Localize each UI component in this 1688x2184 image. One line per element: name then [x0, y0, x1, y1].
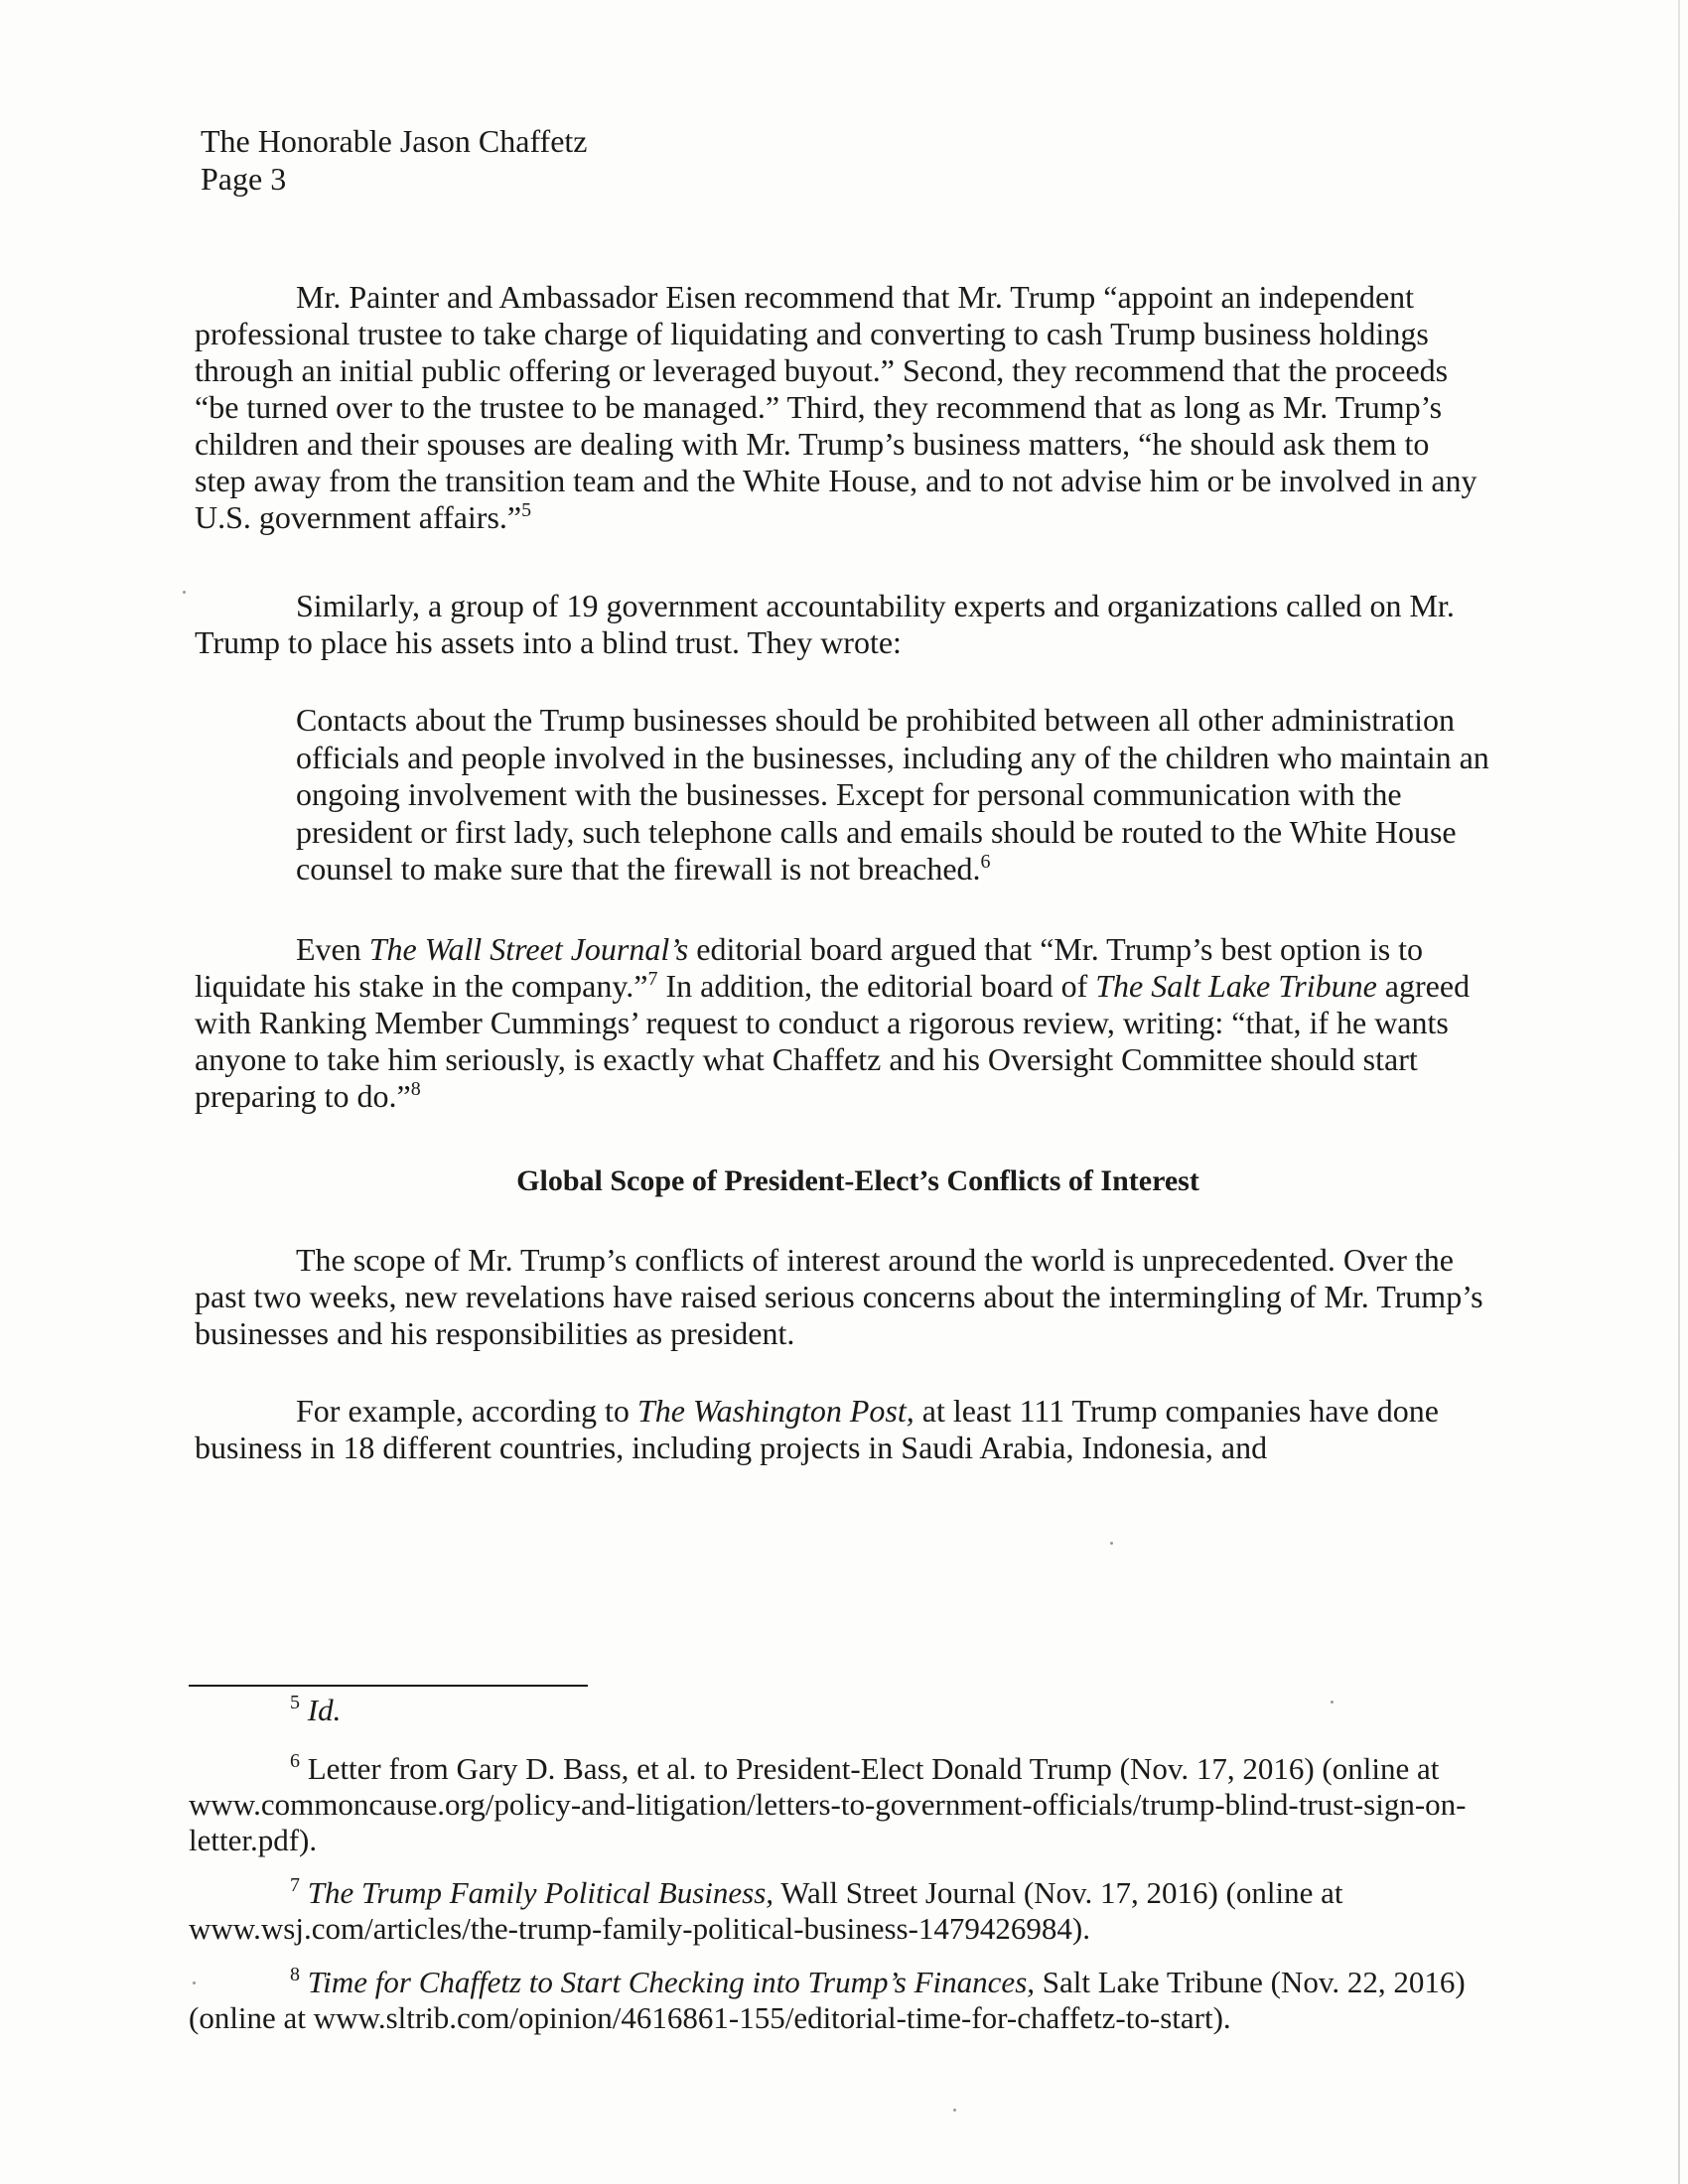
footnote-7-number: 7	[290, 1874, 300, 1896]
paragraph-4-text: The scope of Mr. Trump’s conflicts of interest around the world is unprecedented. Over the past two weeks, new revelations have raised serious concerns about the intermingling of Mr. Trump’s businesses and his responsibilities as president.	[195, 1242, 1483, 1351]
paragraph-5-text-b: at least 111 Trump companies have done business in 18 different countries, including projects in Saudi Arabia, Indonesia, and	[195, 1393, 1439, 1465]
paragraph-3-text-a: Even	[296, 931, 369, 967]
wapo-title: The Washington Post,	[636, 1393, 914, 1429]
footnote-7-title: The Trump Family Political Business,	[307, 1875, 774, 1910]
paragraph-1-text: Mr. Painter and Ambassador Eisen recommend that Mr. Trump “appoint an independent professional trustee to take charge of liquidating and converting to cash Trump business holdings through an initial public offering or leveraged buyout.” Second, they recommend that the proceeds “be turned over to the trustee to be managed.” Third, they recommend that as long as Mr. Trump’s children and their spouses are dealing with Mr. Trump’s business matters, “he should ask them to step away from the transition team and the White House, and to not advise him or be involved in any U.S. government affairs.”	[195, 279, 1477, 535]
block-quote-text: Contacts about the Trump businesses should be prohibited between all other administration officials and people involved in the businesses, including any of the children who maintain an ongoing involvement with the businesses. Except for personal communication with the president or first lady, such telephone calls and emails should be routed to the White House counsel to make sure that the firewall is not breached.	[296, 702, 1489, 887]
paragraph-2-text: Similarly, a group of 19 government accountability experts and organizations called on Mr. Trump to place his assets into a blind trust. They wrote:	[195, 588, 1455, 660]
footnote-8-text: Salt Lake Tribune (Nov. 22, 2016) (online at www.sltrib.com/opinion/4616861-155/editorial-time-for-chaffetz-to-start).	[189, 1965, 1466, 2035]
wsj-title: The Wall Street Journal’s	[368, 931, 689, 967]
slt-title: The Salt Lake Tribune	[1095, 968, 1377, 1004]
recipient-line: The Honorable Jason Chaffetz	[201, 123, 588, 159]
footnote-5-number: 5	[290, 1692, 300, 1713]
footnote-8	[189, 1965, 1489, 2036]
footnote-6	[189, 1751, 1489, 1858]
footnote-8-number: 8	[290, 1964, 300, 1985]
footnote-7	[189, 1875, 1489, 1947]
footnote-7-text: Wall Street Journal (Nov. 17, 2016) (online at www.wsj.com/articles/the-trump-family-political-business-1479426984).	[189, 1875, 1343, 1946]
scan-speck	[183, 591, 186, 594]
paragraph-5-text-a: For example, according to	[296, 1393, 637, 1429]
block-quote	[296, 702, 1492, 888]
paragraph-3-text-c: In addition, the editorial board of	[657, 968, 1096, 1004]
footnote-ref-6: 6	[980, 851, 991, 873]
footnote-separator	[189, 1685, 588, 1687]
footnote-ref-8: 8	[410, 1078, 421, 1100]
section-heading	[0, 1162, 1688, 1199]
scan-speck	[1110, 1542, 1113, 1545]
paragraph-4	[195, 1242, 1485, 1352]
section-heading-text: Global Scope of President-Elect’s Conflicts of Interest	[516, 1164, 1199, 1197]
footnote-5	[189, 1693, 1489, 1728]
paragraph-2	[195, 588, 1485, 661]
footnote-6-number: 6	[290, 1750, 300, 1772]
footnote-ref-7: 7	[647, 968, 658, 990]
page-number: Page 3	[201, 161, 287, 197]
paragraph-3-text-b: editorial board argued that “Mr. Trump’s best option is to liquidate his stake in the company.”	[195, 931, 1424, 1004]
footnote-6-text: Letter from Gary D. Bass, et al. to President-Elect Donald Trump (Nov. 17, 2016) (online at www.commoncause.org/policy-and-litigation/letters-to-government-officials/trump-blind-trust-sign-on-letter.pdf).	[189, 1751, 1467, 1857]
paragraph-3	[195, 931, 1485, 1115]
paragraph-5	[195, 1393, 1485, 1466]
footnote-8-title: Time for Chaffetz to Start Checking into Trump’s Finances,	[307, 1965, 1036, 1999]
scan-speck	[193, 1981, 196, 1984]
paragraph-1	[195, 279, 1485, 536]
page-edge	[1678, 0, 1680, 2184]
scan-speck	[953, 2109, 956, 2112]
footnote-ref-5: 5	[521, 499, 532, 521]
scan-speck	[1331, 1701, 1334, 1704]
paragraph-3-text-d: agreed with Ranking Member Cummings’ request to conduct a rigorous review, writing: “that, if he wants anyone to take him seriously, is exactly what Chaffetz and his Oversight Committee should start preparing to do.”	[195, 968, 1471, 1114]
footnote-5-text: Id.	[307, 1693, 342, 1727]
